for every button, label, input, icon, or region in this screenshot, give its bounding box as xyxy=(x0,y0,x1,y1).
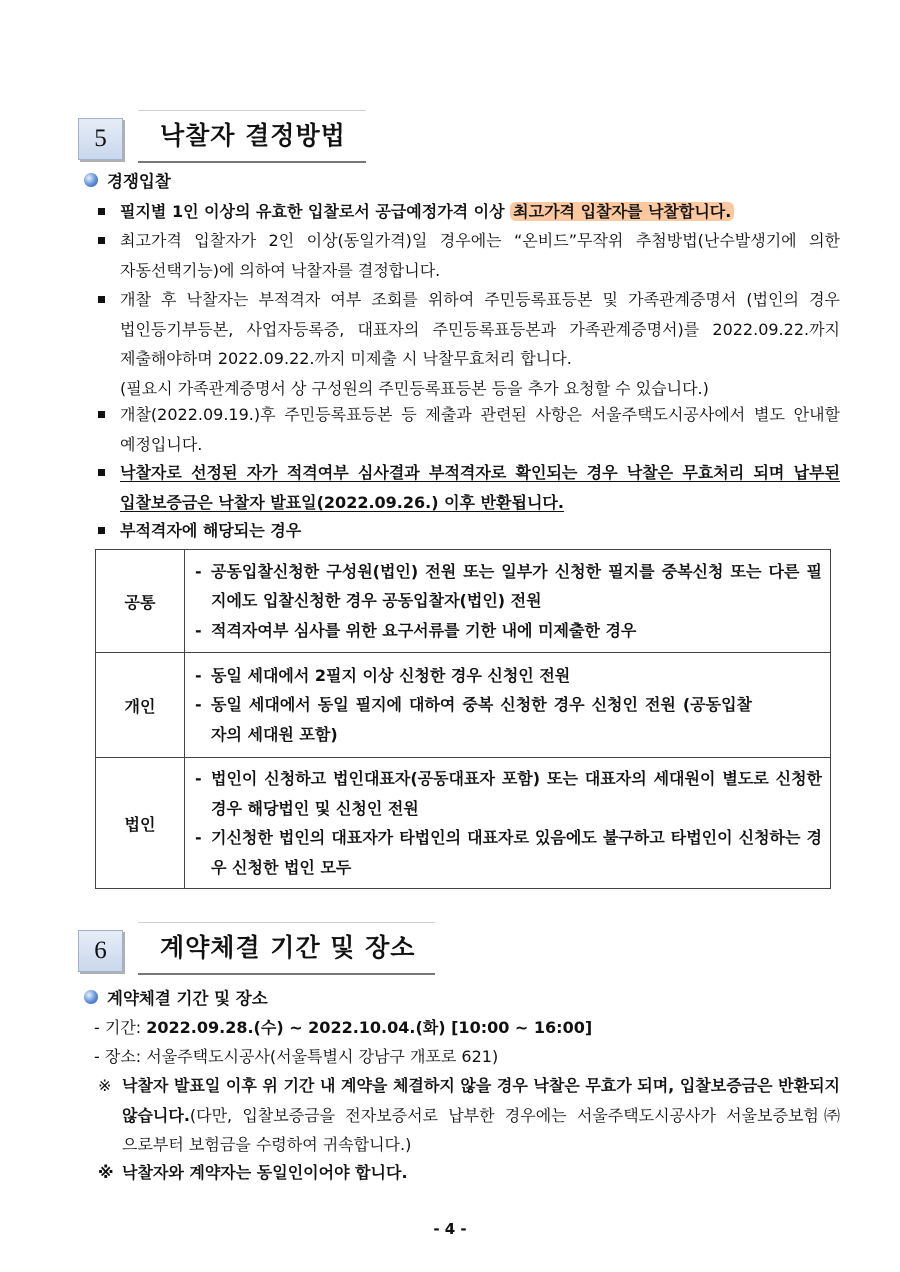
section-5-heading xyxy=(78,110,478,170)
bullet-1-highlight: 최고가격 입찰자를 낙찰합니다. xyxy=(510,202,734,221)
period-label: - 기간: xyxy=(94,1018,147,1037)
table-item: 기신청한 법인의 대표자가 타법인의 대표자로 있음에도 불구하고 타법인이 신청하는 경우 신청한 법인 모두 xyxy=(211,828,822,877)
blue-bullet-icon xyxy=(84,990,98,1004)
table-item: 적격자여부 심사를 위한 요구서류를 기한 내에 미제출한 경우 xyxy=(211,620,637,640)
bullet-item-2 xyxy=(96,226,840,285)
contract-place: - 장소: 서울주택도시공사(서울특별시 강남구 개포로 621) xyxy=(94,1047,499,1066)
reference-mark: ※ xyxy=(98,1163,114,1182)
section-6-number: 6 xyxy=(78,930,123,972)
subheading-contract xyxy=(84,985,268,1009)
section-5-title: 낙찰자 결정방법 xyxy=(138,110,366,163)
description-cell: - 공동입찰신청한 구성원(법인) 전원 또는 일부가 신청한 필지를 중복신청 또는 다른 필지에도 입찰신청한 경우 공동입찰자(법인) 전원 - 적격자여부 심사를 위한 요구서류를 기한 내에 미제출한 경우 xyxy=(185,550,831,653)
note-2 xyxy=(98,1158,840,1188)
table-item: 동일 세대에서 동일 필지에 대하여 중복 신청한 경우 신청인 전원 (공동입찰자의 세대원 포함) xyxy=(211,695,752,744)
note-2-text: 낙찰자와 계약자는 동일인이어야 합니다. xyxy=(122,1163,408,1182)
period-value: 2022.09.28.(수) ~ 2022.10.04.(화) [10:00 ~ 16:00] xyxy=(146,1018,593,1037)
table-item: 공동입찰신청한 구성원(법인) 전원 또는 일부가 신청한 필지를 중복신청 또는 다른 필지에도 입찰신청한 경우 공동입찰자(법인) 전원 xyxy=(211,561,822,611)
table-item: 동일 세대에서 2필지 이상 신청한 경우 신청인 전원 xyxy=(211,665,571,685)
table-row xyxy=(96,758,831,889)
subheading-text: 경쟁입찰 xyxy=(107,172,171,191)
bullet-3-text: 개찰 후 낙찰자는 부적격자 여부 조회를 위하여 주민등록표등본 및 가족관계증명서 (법인의 경우 법인등기부등본, 사업자등록증, 대표자의 주민등록표등본과 가족관계증명서)를 2022.09.22.까지 제출해야하며 2022.09.22.까지 미제출 시 낙찰무효처리 합니다. xyxy=(120,290,840,368)
bullet-1-text: 필지별 1인 이상의 유효한 입찰로서 공급예정가격 이상 xyxy=(120,202,511,221)
note-1-bold: 낙찰자 발표일 이후 위 기간 내 계약을 체결하지 않을 경우 낙찰은 무효가 되며, 입찰보증금은 반환되지 않습니다. xyxy=(122,1076,840,1125)
bullet-5-text: 낙찰자로 선정된 자가 적격여부 심사결과 부적격자로 확인되는 경우 낙찰은 무효처리 되며 납부된 입찰보증금은 낙찰자 발표일(2022.09.26.) 이후 반환됩니다. xyxy=(120,463,840,512)
category-cell: 법인 xyxy=(96,758,185,889)
note-1-rest: (다만, 입찰보증금을 전자보증서로 납부한 경우에는 서울주택도시공사가 서울보증보험㈜으로부터 보험금을 수령하여 귀속합니다.) xyxy=(122,1105,840,1154)
section-6-heading xyxy=(78,922,478,982)
bullet-item-3 xyxy=(96,285,840,403)
category-cell: 공통 xyxy=(96,550,185,653)
contract-period xyxy=(94,1013,592,1043)
bullet-item-4 xyxy=(96,400,840,459)
bullet-item-6 xyxy=(96,516,840,546)
bullet-item-1 xyxy=(96,197,840,227)
section-6-title: 계약체결 기간 및 장소 xyxy=(138,922,435,975)
description-cell: - 법인이 신청하고 법인대표자(공동대표자 포함) 또는 대표자의 세대원이 별도로 신청한 경우 해당법인 및 신청인 전원 - 기신청한 법인의 대표자가 타법인의 대표자로 있음에도 불구하고 타법인이 신청하는 경우 신청한 법인 모두 xyxy=(185,758,831,889)
table-item: 법인이 신청하고 법인대표자(공동대표자 포함) 또는 대표자의 세대원이 별도로 신청한 경우 해당법인 및 신청인 전원 xyxy=(211,769,822,818)
description-cell: - 동일 세대에서 2필지 이상 신청한 경우 신청인 전원 - 동일 세대에서 동일 필지에 대하여 중복 신청한 경우 신청인 전원 (공동입찰자의 세대원 포함) xyxy=(185,653,831,758)
reference-mark: ※ xyxy=(98,1076,112,1095)
section-5-number: 5 xyxy=(78,118,123,160)
bullet-item-5 xyxy=(96,458,840,517)
bullet-2-text: 최고가격 입찰자가 2인 이상(동일가격)일 경우에는 “온비드”무작위 추첨방법(난수발생기에 의한 자동선택기능)에 의하여 낙찰자를 결정합니다. xyxy=(120,231,840,280)
subheading-competitive-bid xyxy=(84,168,171,192)
page-number: - 4 - xyxy=(433,1220,467,1238)
table-row xyxy=(96,550,831,653)
table-row xyxy=(96,653,831,758)
category-cell: 개인 xyxy=(96,653,185,758)
bullet-6-text: 부적격자에 해당되는 경우 xyxy=(120,521,302,540)
bullet-4-text: 개찰(2022.09.19.)후 주민등록표등본 등 제출과 관련된 사항은 서울주택도시공사에서 별도 안내할 예정입니다. xyxy=(120,405,840,454)
disqualification-table xyxy=(95,549,831,889)
subheading-text: 계약체결 기간 및 장소 xyxy=(107,989,268,1008)
note-1 xyxy=(98,1071,840,1160)
blue-bullet-icon xyxy=(84,173,98,187)
bullet-3-note: (필요시 가족관계증명서 상 구성원의 주민등록표등본 등을 추가 요청할 수 있습니다.) xyxy=(120,378,709,398)
